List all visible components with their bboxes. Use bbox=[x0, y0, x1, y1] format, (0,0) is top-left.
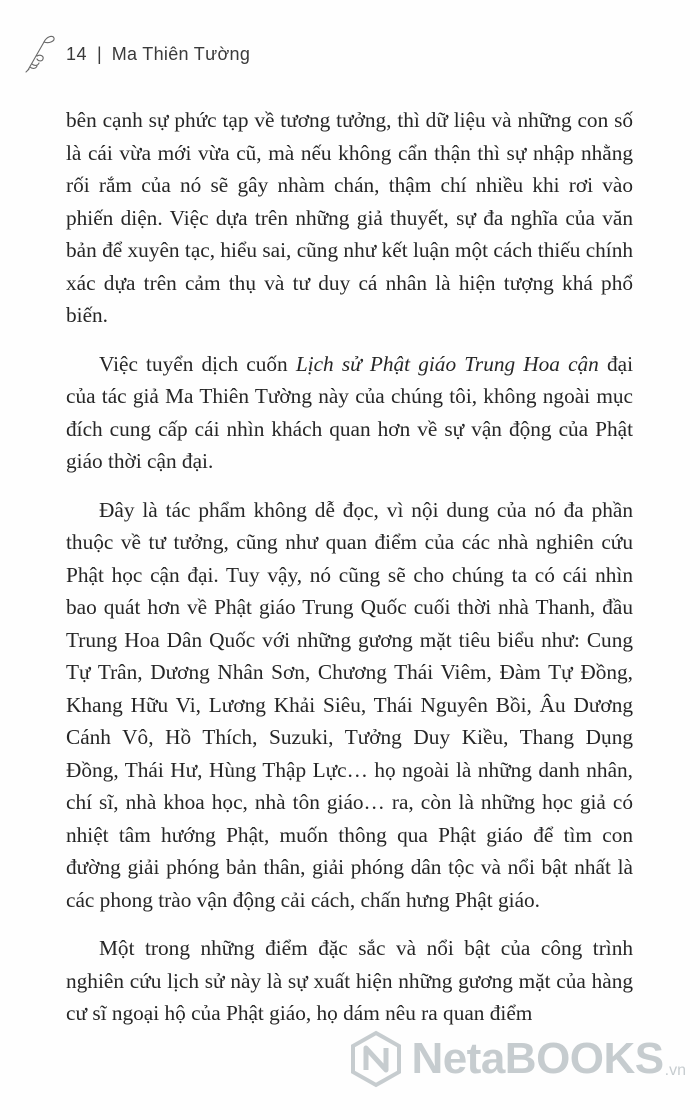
book-title: Lịch sử Phật giáo Trung Hoa cận bbox=[295, 351, 599, 376]
paragraph-2 bbox=[66, 348, 633, 478]
watermark-suffix: .vn bbox=[664, 1062, 686, 1079]
paragraph-4: Một trong những điểm đặc sắc và nổi bật của công trình nghiên cứu lịch sử này là sự xuất hiện những gương mặt của hàng cư sĩ ngoại hộ của Phật giáo, họ dám nêu ra quan điểm bbox=[66, 936, 633, 1025]
paragraph-1-line: luận một cách thiếu chính xác dựa trên cảm thụ và tư duy cá bbox=[66, 238, 634, 295]
paragraph-1-line: sự nhập nhằng rối rắm của nó sẽ gây nhàm chán, thậm chí bbox=[66, 140, 633, 197]
header-separator: | bbox=[97, 43, 102, 64]
paragraph-1 bbox=[66, 104, 633, 332]
paragraph-1-line: con số là cái vừa mới vừa cũ, mà nếu không cẩn thận thì bbox=[66, 108, 634, 165]
watermark-brand: NetaBOOKS bbox=[411, 1034, 664, 1083]
netabooks-n-logo-icon bbox=[347, 1030, 405, 1088]
running-title: Ma Thiên Tường bbox=[111, 43, 251, 64]
paragraph-1-line: sự đa nghĩa của văn bản để xuyên tạc, hiểu sai, cũng như kết bbox=[66, 205, 633, 262]
page-number: 14 bbox=[66, 43, 88, 64]
paragraph-3: Đây là tác phẩm không dễ đọc, vì nội dung của nó đa phần thuộc về tư tưởng, cũng như quan điểm của các nhà nghiên cứu Phật học cận đại. Tuy vậy, nó cũng sẽ cho chúng ta có cái nhìn bao quát hơn về Phật giáo Trung Quốc cuối thời nhà Thanh, đầu Trung Hoa Dân Quốc với những gương mặt tiêu biểu như: Cung Tự Trân, Dương Nhân Sơn, Chương Thái Viêm, Đàm Tự Đồng, Khang Hữu Vi, Lương Khải Siêu, Thái Nguyên Bồi, Âu Dương Cánh Vô, Hồ Thích, Suzuki, Tưởng Duy Kiều, Thang Dụng Đồng, Thái Hư, Hùng Thập Lực… họ ngoài là những danh nhân, chí sĩ, nhà khoa học, nhà tôn giáo… ra, còn là những học giả có nhiệt tâm hướng Phật, muốn thông qua Phật giáo để tìm con đường giải phóng bản thân, giải phóng dân tộc và nổi bật nhất là các phong trào vận động cải cách, chấn hưng Phật giáo. bbox=[66, 497, 633, 912]
paragraph-1-line: nhiều khi rơi vào phiến diện. Việc dựa trên những giả thuyết, bbox=[66, 173, 634, 230]
scroll-quill-ornament-icon bbox=[20, 32, 60, 76]
netabooks-watermark bbox=[347, 1030, 686, 1088]
paragraph-1-line: bên cạnh sự phức tạp về tương tưởng, thì dữ liệu và những bbox=[66, 108, 572, 132]
paragraph-2-text-before: Việc tuyển dịch cuốn bbox=[99, 351, 296, 376]
paragraph-1-line: nhân là hiện tượng khá phổ biến. bbox=[66, 270, 633, 327]
body-text bbox=[66, 104, 633, 1046]
paragraph-2-text-after: đại của tác giả Ma Thiên Tường này của chúng tôi, không ngoài mục đích cung cấp cái nhìn khách quan hơn về sự vận động của Phật giáo thời cận đại. bbox=[66, 351, 633, 473]
page-header bbox=[20, 32, 250, 76]
